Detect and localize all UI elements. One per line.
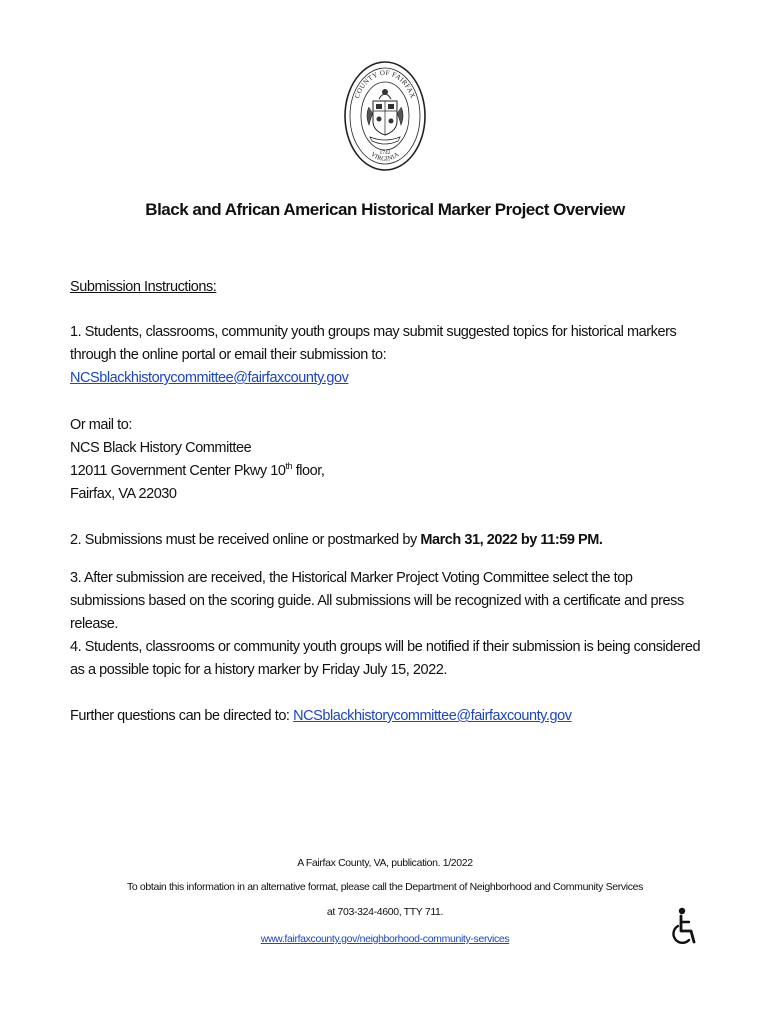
mail-intro: Or mail to: xyxy=(70,417,132,433)
item2-prefix: 2. Submissions must be received online or postmarked by xyxy=(70,532,421,548)
instruction-item-4 xyxy=(70,636,710,682)
footer-alt-format-line2: at 703-324-4600, TTY 711. xyxy=(326,906,444,918)
wheelchair-icon xyxy=(671,907,697,949)
mailing-address xyxy=(70,414,710,506)
document-title: Black and African American Historical Marker Project Overview xyxy=(145,200,625,219)
mail-street-suffix: floor, xyxy=(292,463,325,479)
item2-deadline: March 31, 2022 by 11:59 PM. xyxy=(420,532,603,548)
seal-top-text: COUNTY OF FAIRFAX xyxy=(353,68,417,100)
footer-website xyxy=(0,933,770,945)
section-heading xyxy=(70,276,710,299)
instruction-item-1 xyxy=(70,321,710,390)
item4-text: 4. Students, classrooms or community youth groups will be notified if their submission is being considered as a possible topic for a history marker by Friday July 15, 2022. xyxy=(70,639,701,678)
questions-prefix: Further questions can be directed to: xyxy=(70,708,294,724)
mail-street-sup: th xyxy=(285,461,293,472)
mail-name: NCS Black History Committee xyxy=(70,440,252,456)
county-seal-icon xyxy=(343,59,427,173)
submission-instructions-heading: Submission Instructions: xyxy=(70,279,217,295)
instruction-item-2 xyxy=(70,529,710,552)
mail-street-prefix: 12011 Government Center Pkwy 10 xyxy=(70,463,286,479)
footer-alt-format-line1: To obtain this information in an alternative format, please call the Department of Neighborhood and Community Services xyxy=(126,881,644,893)
item3-text: 3. After submission are received, the Historical Marker Project Voting Committee select the top submissions based on the scoring guide. All submissions will be recognized with a certificate and press release. xyxy=(70,570,684,632)
item1-email-link[interactable]: NCSblackhistorycommittee@fairfaxcounty.gov xyxy=(70,370,349,386)
mail-city: Fairfax, VA 22030 xyxy=(70,486,177,502)
instruction-item-3 xyxy=(70,567,710,636)
footer-website-link[interactable]: www.fairfaxcounty.gov/neighborhood-community-services xyxy=(260,933,510,945)
questions-email-link[interactable]: NCSblackhistorycommittee@fairfaxcounty.gov xyxy=(293,708,572,724)
footer-publication: A Fairfax County, VA, publication. 1/2022 xyxy=(297,857,473,869)
seal-year: 1742 xyxy=(379,150,391,156)
further-questions xyxy=(70,705,710,728)
mail-street xyxy=(70,460,710,483)
seal-bottom-text: VIRGINIA xyxy=(369,150,401,163)
item1-text: 1. Students, classrooms, community youth groups may submit suggested topics for historical markers through the online portal or email their submission to: xyxy=(70,324,677,363)
